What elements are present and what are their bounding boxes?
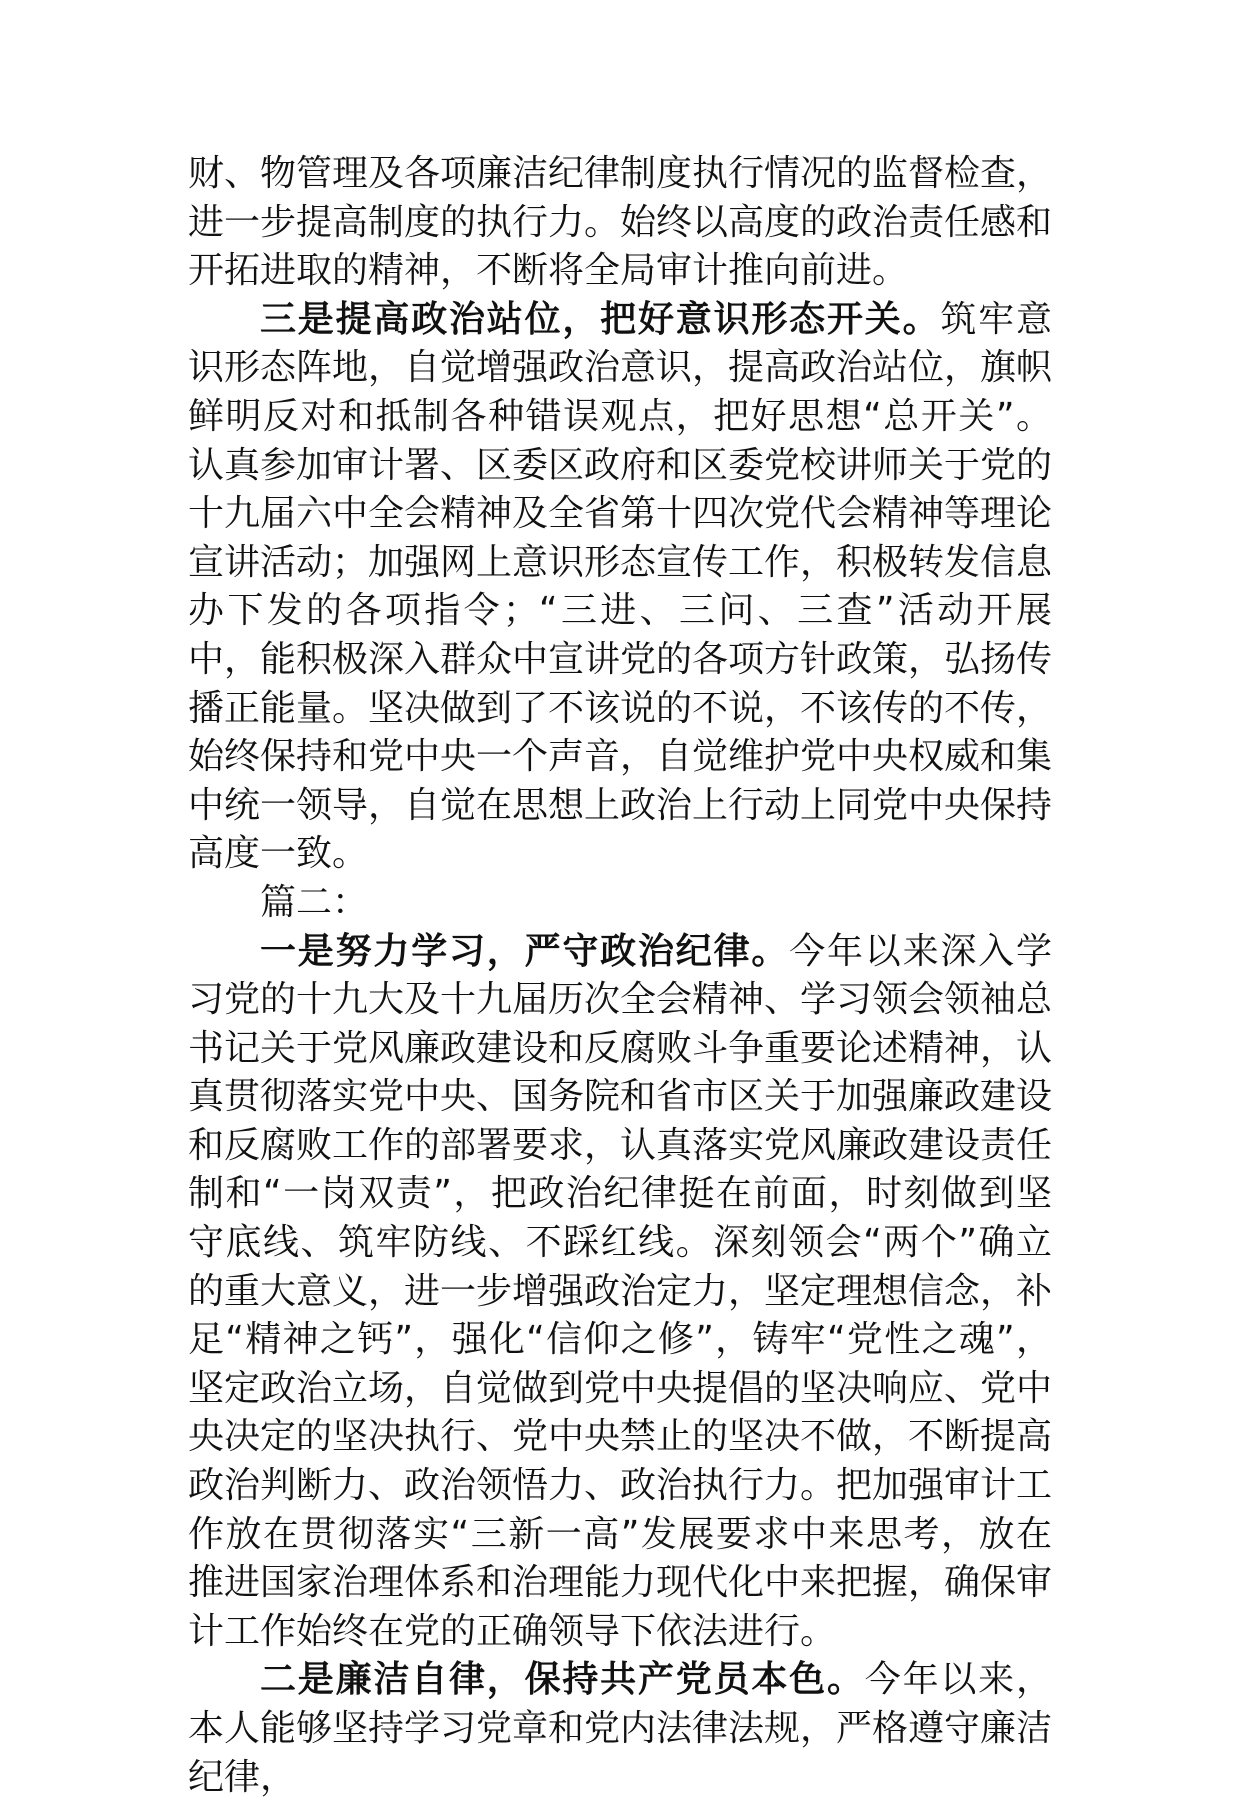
paragraph-heading: 二是廉洁自律，保持共产党员本色。 bbox=[260, 1659, 865, 1701]
paragraph-text: 今年以来深入学习党的十九大及十九届历次全会精神、学习领会领袖总书记关于党风廉政建设和反腐败斗争重要论述精神，认真贯彻落实党中央、国务院和省市区关于加强廉政建设和反腐败工作的部署要求，认真落实党风廉政建设责任制和“一岗双责”，把政治纪律挺在前面，时刻做到坚守底线、筑牢防线、不踩红线。深刻领会“两个”确立的重大意义，进一步增强政治定力，坚定理想信念，补足“精神之钙”，强化“信仰之修”，铸牢“党性之魂”，坚定政治立场，自觉做到党中央提倡的坚决响应、党中央决定的坚决执行、党中央禁止的坚决不做，不断提高政治判断力、政治领悟力、政治执行力。把加强审计工作放在贯彻落实“三新一高”发展要求中来思考，放在推进国家治理体系和治理能力现代化中来把握，确保审计工作始终在党的正确领导下依法进行。 bbox=[188, 930, 1053, 1652]
paragraph-political-position bbox=[188, 296, 1052, 879]
paragraph-political-discipline bbox=[188, 928, 1052, 1657]
document-body bbox=[188, 150, 1052, 1802]
paragraph-heading: 一是努力学习，严守政治纪律。 bbox=[260, 930, 790, 972]
paragraph-text: 今年以来，本人能够坚持学习党章和党内法律法规，严格遵守廉洁纪律， bbox=[188, 1659, 1053, 1798]
section-title: 篇二： bbox=[260, 881, 369, 923]
paragraph-self-discipline bbox=[188, 1656, 1052, 1802]
paragraph-text: 财、物管理及各项廉洁纪律制度执行情况的监督检查，进一步提高制度的执行力。始终以高度的政治责任感和开拓进取的精神，不断将全局审计推向前进。 bbox=[188, 153, 1053, 292]
paragraph-heading: 三是提高政治站位，把好意识形态开关。 bbox=[260, 298, 941, 340]
section-label bbox=[188, 879, 1052, 928]
paragraph-continuation bbox=[188, 150, 1052, 296]
paragraph-text: 筑牢意识形态阵地，自觉增强政治意识，提高政治站位，旗帜鲜明反对和抵制各种错误观点，把好思想“总开关”。认真参加审计署、区委区政府和区委党校讲师关于党的十九届六中全会精神及全省第十四次党代会精神等理论宣讲活动；加强网上意识形态宣传工作，积极转发信息办下发的各项指令；“三进、三问、三查”活动开展中，能积极深入群众中宣讲党的各项方针政策，弘扬传播正能量。坚决做到了不该说的不说，不该传的不传，始终保持和党中央一个声音，自觉维护党中央权威和集中统一领导，自觉在思想上政治上行动上同党中央保持高度一致。 bbox=[188, 298, 1053, 875]
